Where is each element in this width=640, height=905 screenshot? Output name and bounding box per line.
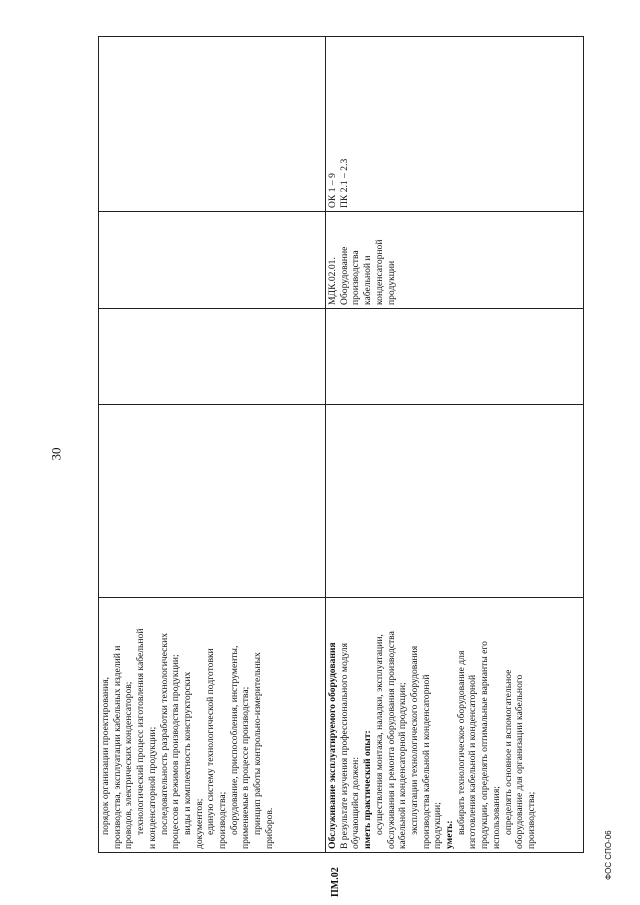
text-line: производства, эксплуатации кабельных изделий и: [111, 645, 123, 849]
empty-cell: [99, 212, 326, 309]
mdk-line: конденсаторной: [373, 239, 385, 305]
mdk-line: Оборудование: [338, 246, 350, 305]
table-row-continuation: [99, 37, 326, 853]
text-line: кабельной и конденсаторной продукции;: [397, 682, 409, 849]
text-line: принцип работы контрольно-измерительных: [252, 652, 264, 835]
module-code-wrap: [325, 847, 339, 897]
empty-cell: [99, 405, 326, 598]
mdk-line: продукции: [385, 260, 397, 305]
practice-label: иметь практический опыт:: [362, 730, 374, 849]
description-cell-pm02: [326, 598, 584, 853]
text-line: виды и комплектность конструкторских: [181, 671, 193, 835]
text-line: документов;: [193, 798, 205, 849]
text-line: применяемые в процессе производства;: [240, 686, 252, 849]
competence-line: ПК 2.1 – 2.3: [338, 158, 350, 208]
rotated-table-container: [98, 37, 583, 853]
text-line: использования;: [490, 786, 502, 849]
text-line: порядок организации проектирования,: [100, 676, 111, 835]
text-line: изготовления кабельной и конденсаторной: [467, 674, 479, 849]
text-line: обучающийся должен:: [350, 757, 362, 849]
text-line: обслуживания и ремонта оборудования производства: [385, 631, 397, 849]
module-code: ПМ.02: [330, 867, 341, 897]
text-line: и конденсаторной продукции;: [146, 726, 158, 849]
text-line: производства кабельной и конденсаторной: [420, 674, 432, 849]
text-line: осуществления монтажа, наладки, эксплуатации,: [373, 634, 385, 835]
text-line: приборов.: [263, 807, 275, 849]
text-line: последовательность разработки технологических: [158, 632, 170, 835]
description-cell-continuation: [99, 598, 326, 853]
skills-label: уметь:: [444, 820, 456, 849]
module-title: Обслуживание эксплуатируемого оборудования: [327, 642, 338, 849]
text-line: оборудование для организации кабельного: [514, 674, 526, 849]
empty-cell: [99, 37, 326, 212]
text-line: технологический процесс изготовления кабельной: [135, 628, 147, 835]
empty-cell: [326, 405, 584, 598]
text-line: продукции, определять оптимальные варианты его: [479, 641, 491, 849]
text-line: производства;: [217, 791, 229, 849]
empty-cell: [326, 309, 584, 405]
mdk-cell: [326, 212, 584, 309]
table-row-pm02: [326, 37, 584, 853]
page-number: 30: [48, 447, 64, 461]
text-line: продукции;: [432, 802, 444, 849]
text-line: проводов, электрических конденсаторов;: [123, 681, 135, 849]
text-line: производства;: [525, 791, 537, 849]
footer-code: ФОС СПО-06: [604, 830, 613, 880]
competence-line: ОК 1 – 9: [327, 173, 338, 208]
text-line: процессов и режимов производства продукции;: [170, 654, 182, 849]
text-line: В результате изучения профессионального модуля: [338, 643, 350, 849]
text-line: эксплуатации технологического оборудования: [408, 645, 420, 835]
text-line: единую систему технологической подготовки: [205, 648, 217, 835]
mdk-line: производства: [350, 250, 362, 305]
mdk-line: МДК.02.01.: [327, 257, 338, 305]
text-line: оборудование, приспособления, инструменты,: [228, 645, 240, 835]
empty-cell: [99, 309, 326, 405]
text-line: определять основное и вспомогательное: [502, 669, 514, 835]
competence-cell: [326, 37, 584, 212]
mdk-line: кабельной и: [362, 255, 374, 305]
competence-table: [98, 36, 584, 853]
text-line: выбирать технологическое оборудование для: [455, 650, 467, 835]
